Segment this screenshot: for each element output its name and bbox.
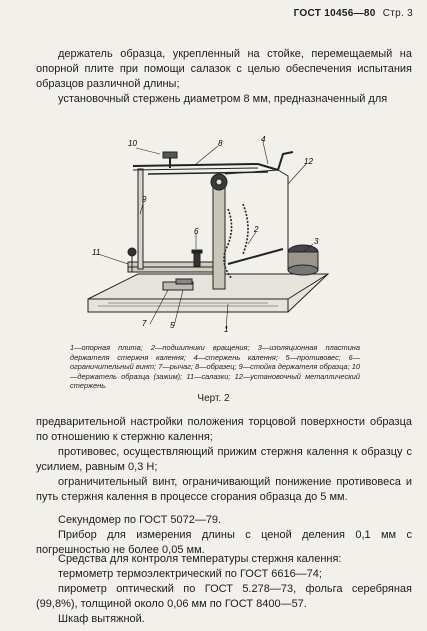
heating-post: [213, 179, 225, 289]
limiting-screw: [194, 252, 200, 266]
holder-stand: [138, 169, 143, 269]
paragraph-limiting-screw: ограничительный винт, ограничивающий понижение противовеса и путь стержня калення в процессе сгорания образца до 5 мм.: [36, 476, 412, 503]
figure-title: Черт. 2: [197, 393, 230, 404]
figure-caption: 1—опорная плита; 2—подшипники вращения; 3—изоляционная пластина держателя стержня калення; 4—стержень калення; 5—противовес; 6—ограничительный винт; 7—рычаг; 8—образец; 9—стойка держателя образца; 10—держатель образца (зажим); 11—салазки; 12—установочный металлический стержень.: [70, 343, 360, 391]
label-8: 8: [218, 139, 223, 148]
standard-number: ГОСТ 10456—80: [293, 8, 376, 19]
label-4: 4: [261, 135, 266, 144]
paragraph-setting-rod: установочный стержень диаметром 8 мм, предназначенный для: [58, 93, 388, 105]
base-plate: [88, 274, 328, 312]
page-number: Стр. 3: [382, 8, 413, 19]
paragraph-fume-hood: Шкаф вытяжной.: [58, 613, 145, 625]
label-12: 12: [304, 157, 313, 166]
label-9: 9: [142, 195, 147, 204]
paragraph-sample-holder: держатель образца, укрепленный на стойке, перемещаемый на опорной плите при помощи салазок с целью обеспечения испытания образцов различной длины;: [36, 48, 412, 90]
lever: [228, 249, 283, 264]
sample-clamp: [163, 152, 177, 158]
label-7: 7: [142, 319, 147, 328]
paragraph-preliminary: предварительной настройки положения торцовой поверхности образца по отношению к стержню калення;: [36, 416, 412, 443]
page-header: [294, 8, 413, 19]
apparatus-drawing: [78, 134, 336, 334]
paragraph-counterweight: противовес, осуществляющий прижим стержня калення к образцу с усилием, равным 0,3 Н;: [36, 446, 412, 473]
paragraph-thermometer: термометр термоэлектрический по ГОСТ 6616—74;: [58, 568, 322, 580]
label-3: 3: [314, 237, 319, 246]
label-1: 1: [224, 325, 229, 334]
label-10: 10: [128, 139, 137, 148]
label-11: 11: [92, 248, 101, 257]
paragraph-temperature-control: Средства для контроля температуры стержня калення:: [58, 553, 342, 565]
paragraph-pyrometer: пирометр оптический по ГОСТ 5.278—73, фольга серебряная (99,8%), толщиной около 0,06 мм по ГОСТ 8400—57.: [36, 583, 412, 610]
heating-rod: [258, 164, 278, 170]
label-5: 5: [170, 321, 175, 330]
label-2: 2: [254, 225, 259, 234]
label-6: 6: [194, 227, 199, 236]
paragraph-length-gauge: Прибор для измерения длины с ценой деления 0,1 мм с погрешностью не более 0,05 мм.: [36, 529, 412, 556]
paragraph-stopwatch: Секундомер по ГОСТ 5072—79.: [58, 514, 222, 526]
